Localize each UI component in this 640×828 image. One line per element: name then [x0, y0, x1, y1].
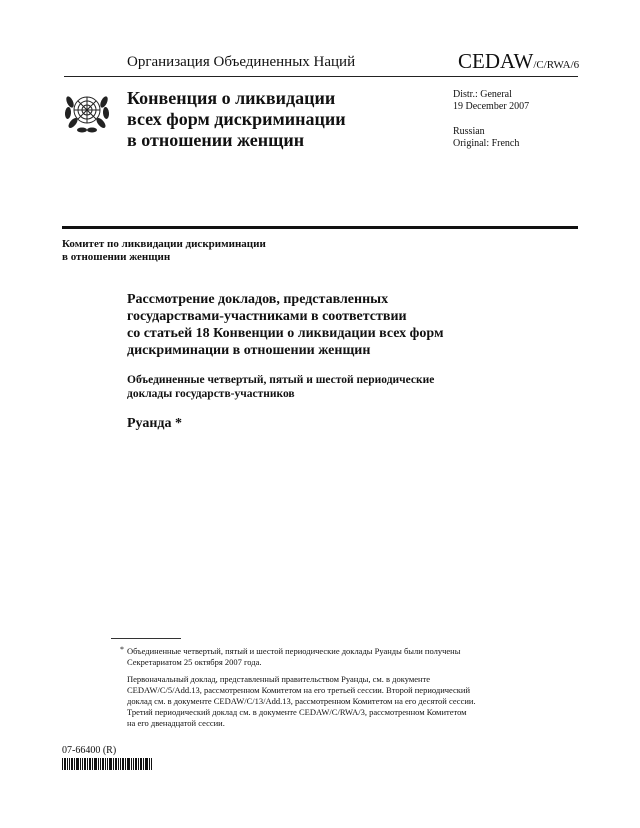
- footnote-line: Третий периодический доклад см. в документе CEDAW/C/RWA/3, рассмотренном Комитетом: [127, 707, 467, 717]
- heading-line: со статьей 18 Конвенции о ликвидации всех форм: [127, 326, 444, 341]
- convention-title: [127, 88, 427, 151]
- un-emblem-icon: [62, 86, 112, 136]
- convention-title-line: в отношении женщин: [127, 130, 305, 150]
- distr-label: Distr.: General: [453, 89, 512, 100]
- barcode-icon: [62, 758, 152, 770]
- heading-line: дискриминации в отношении женщин: [127, 343, 371, 358]
- section-divider: [62, 226, 578, 229]
- footnote-line: Первоначальный доклад, представленный правительством Руанды, см. в документе: [127, 674, 431, 684]
- footnote-line: Секретариатом 25 октября 2007 года.: [127, 657, 262, 667]
- document-date: 19 December 2007: [453, 101, 530, 112]
- country-name: Руанда *: [127, 416, 183, 431]
- footnote-line: на его двенадцатой сессии.: [127, 718, 225, 728]
- subtitle-line: Объединенные четвертый, пятый и шестой периодические: [127, 374, 435, 386]
- symbol-main: CEDAW: [458, 49, 534, 73]
- footnote-line: доклад см. в документе CEDAW/C/13/Add.13, рассмотренном Комитетом на его десятой сессии.: [127, 696, 476, 706]
- header-rule: [64, 76, 578, 77]
- original-language: Original: French: [453, 138, 520, 149]
- organization-name: Организация Объединенных Наций: [127, 54, 356, 70]
- subtitle-line: доклады государств-участников: [127, 388, 295, 400]
- footnote-mark: *: [120, 645, 124, 654]
- committee-name: [62, 238, 362, 264]
- footnote-text: [127, 674, 507, 729]
- footnote-text: [127, 646, 507, 668]
- heading-line: Рассмотрение докладов, представленных: [127, 292, 389, 307]
- convention-title-line: Конвенция о ликвидации: [127, 88, 336, 108]
- committee-line: Комитет по ликвидации дискриминации: [62, 238, 266, 250]
- document-number: 07-66400 (R): [62, 745, 117, 756]
- heading-line: государствами-участниками в соответствии: [127, 309, 407, 324]
- distribution-info: [453, 89, 529, 113]
- footnote-rule: [111, 638, 181, 639]
- footnote-line: Объединенные четвертый, пятый и шестой периодические доклады Руанды были получены: [127, 646, 461, 656]
- report-subtitle: [127, 373, 527, 401]
- convention-title-line: всех форм дискриминации: [127, 109, 346, 129]
- language: Russian: [453, 126, 485, 137]
- document-symbol: [458, 49, 579, 74]
- document-heading: [127, 291, 527, 359]
- symbol-sub: /C/RWA/6: [533, 59, 580, 71]
- footnote-line: CEDAW/C/5/Add.13, рассмотренном Комитетом на его третьей сессии. Второй периодический: [127, 685, 471, 695]
- committee-line: в отношении женщин: [62, 251, 171, 263]
- language-info: [453, 126, 519, 150]
